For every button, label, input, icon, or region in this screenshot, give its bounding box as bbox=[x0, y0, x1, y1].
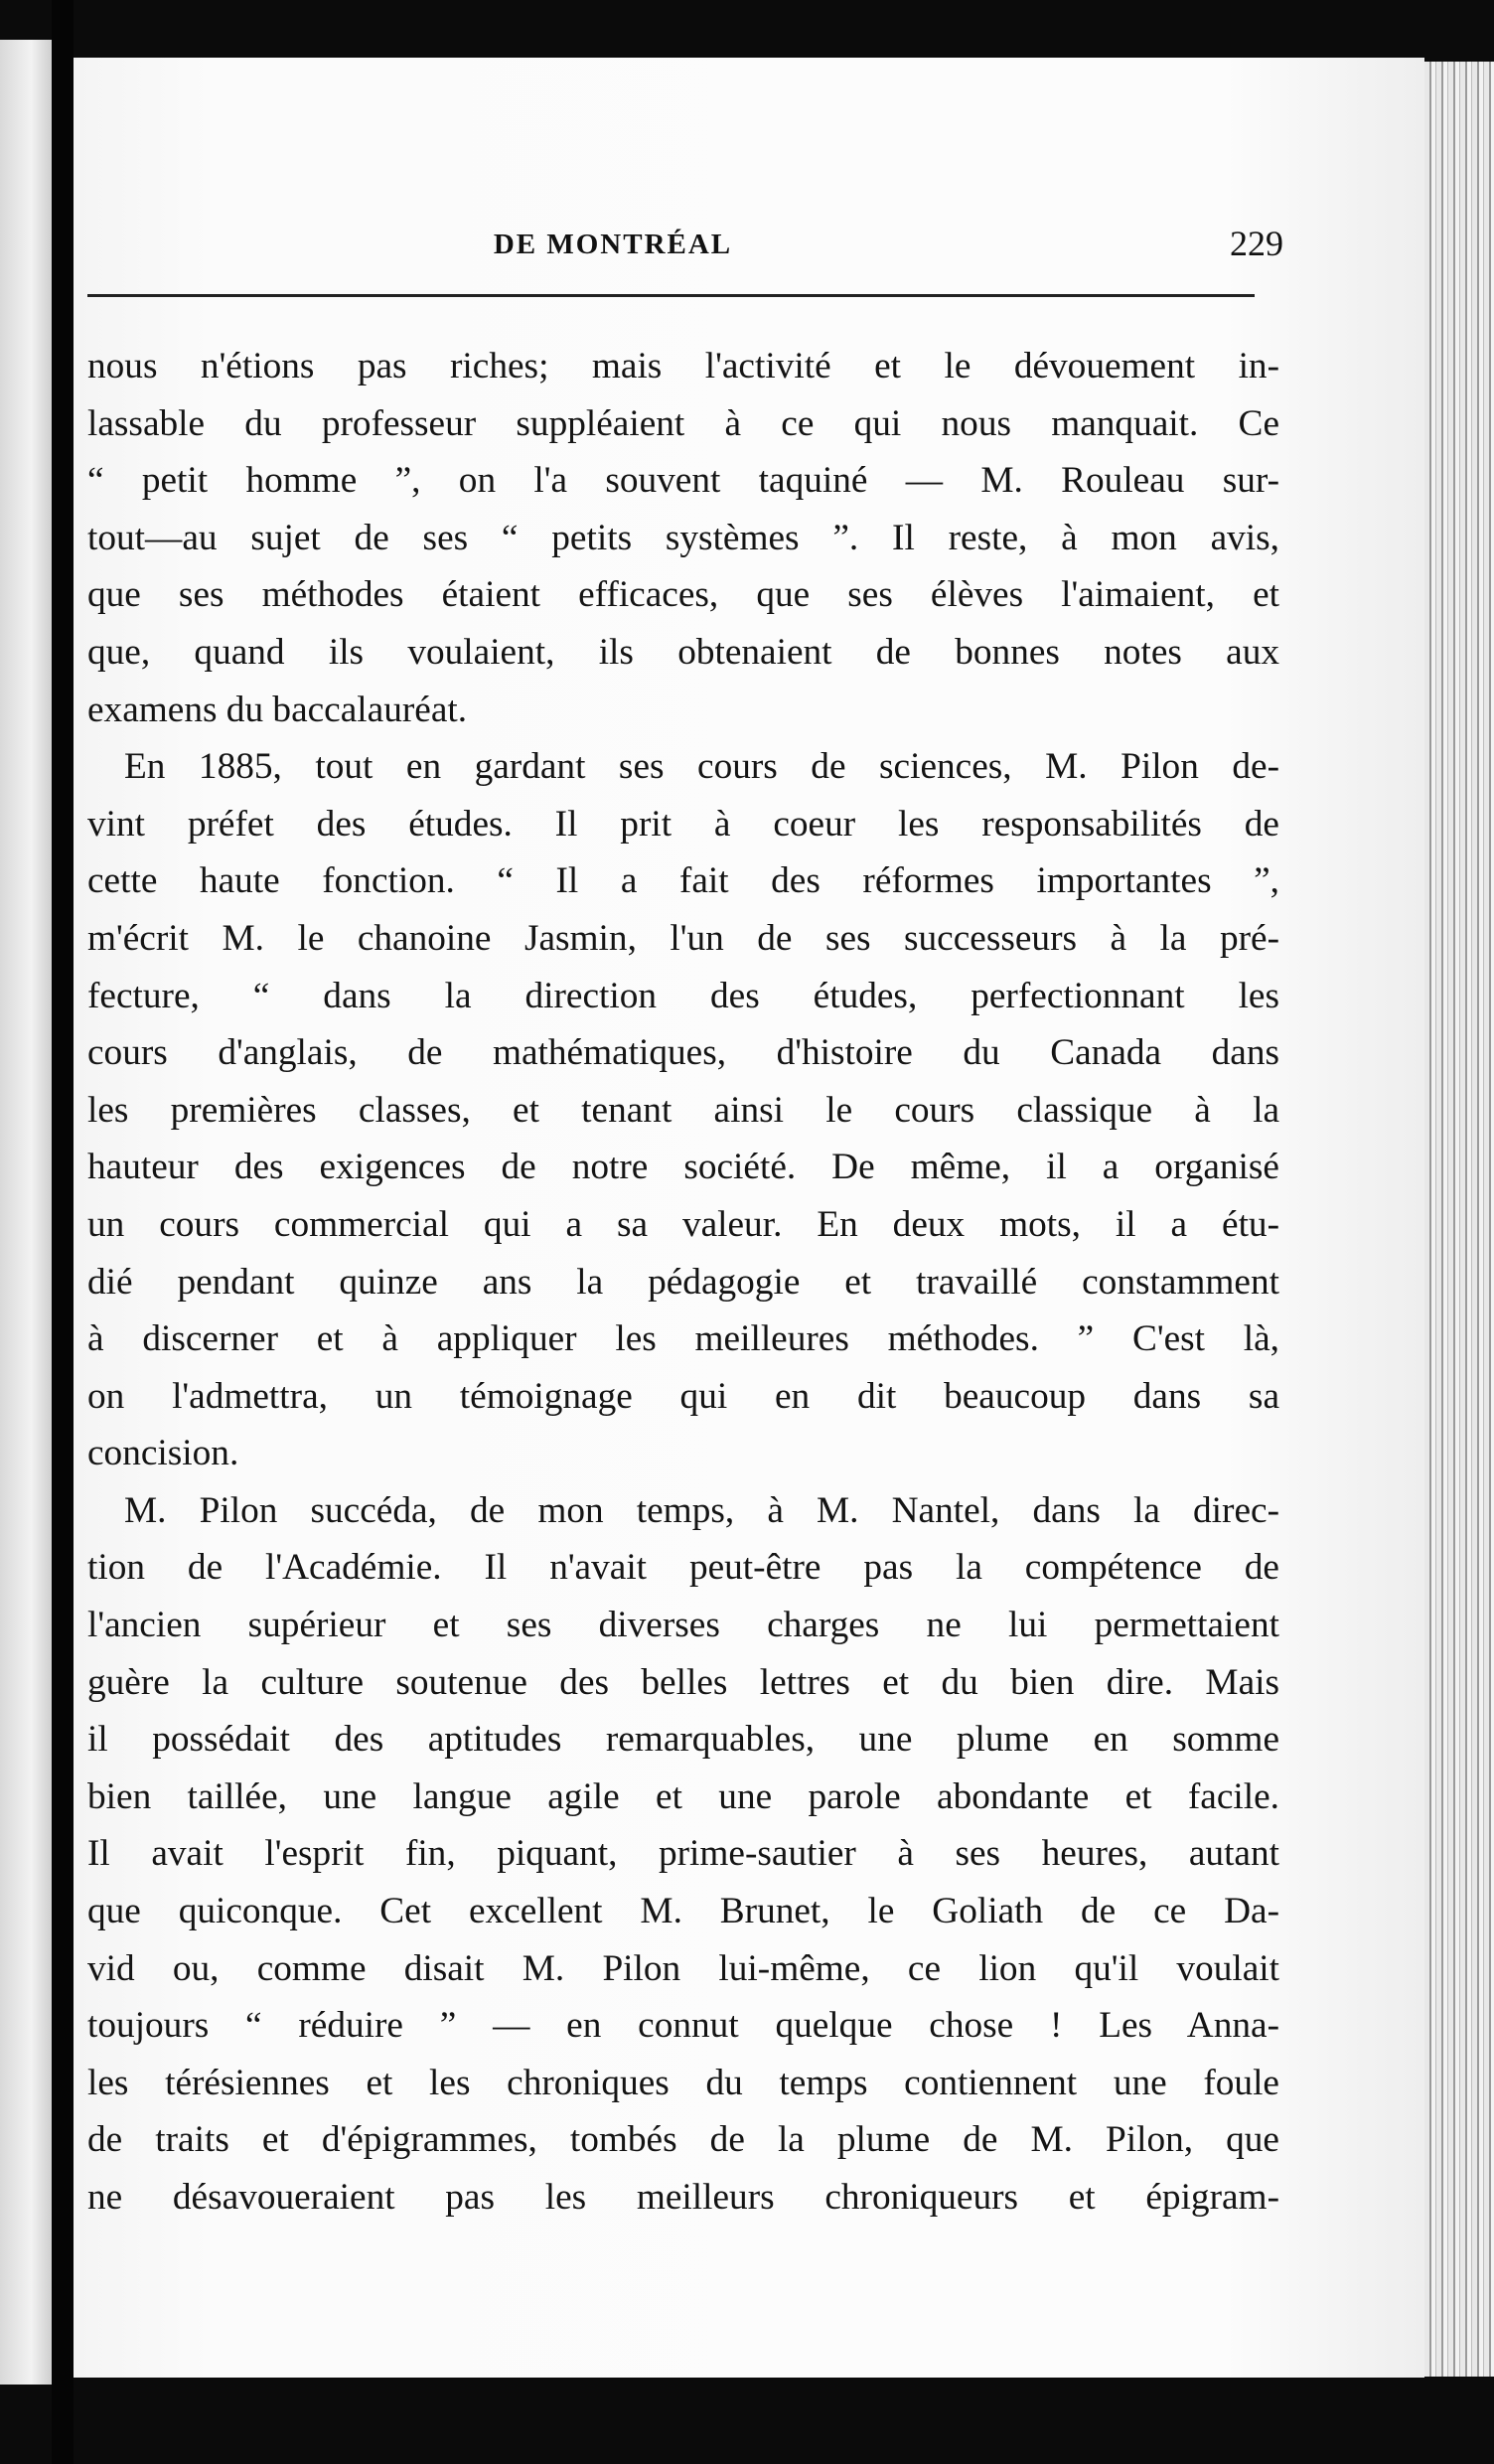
body-text bbox=[87, 338, 1279, 2227]
text-line: “ petit homme ”, on l'a souvent taquiné — M. Rouleau sur- bbox=[87, 460, 1279, 502]
text-line: dié pendant quinze ans la pédagogie et travaillé constamment bbox=[87, 1261, 1279, 1303]
page-number: 229 bbox=[1230, 224, 1283, 263]
text-line: M. Pilon succéda, de mon temps, à M. Nantel, dans la direc- bbox=[124, 1489, 1279, 1531]
book-gutter bbox=[52, 0, 74, 2464]
text-line: on l'admettra, un témoignage qui en dit beaucoup dans sa bbox=[87, 1375, 1279, 1417]
text-line: tout—au sujet de ses “ petits systèmes ”. Il reste, à mon avis, bbox=[87, 517, 1279, 558]
text-line: ne désavoueraient pas les meilleurs chroniqueurs et épigram- bbox=[87, 2177, 1279, 2218]
text-line: de traits et d'épigrammes, tombés de la plume de M. Pilon, que bbox=[87, 2119, 1279, 2161]
text-line: l'ancien supérieur et ses diverses charges ne lui permettaient bbox=[87, 1605, 1279, 1646]
text-line: nous n'étions pas riches; mais l'activité et le dévouement in- bbox=[87, 346, 1279, 386]
text-line: vid ou, comme disait M. Pilon lui-même, ce lion qu'il voulait bbox=[87, 1947, 1279, 1989]
paragraph bbox=[87, 738, 1279, 1482]
page-header bbox=[91, 165, 1283, 263]
text-line: cette haute fonction. “ Il a fait des réformes importantes ”, bbox=[87, 860, 1279, 902]
text-line: à discerner et à appliquer les meilleures méthodes. ” C'est là, bbox=[87, 1318, 1279, 1360]
header-rule bbox=[87, 294, 1255, 297]
text-line: concision. bbox=[87, 1433, 239, 1474]
text-line: lassable du professeur suppléaient à ce qui nous manquait. Ce bbox=[87, 402, 1279, 444]
text-line: cours d'anglais, de mathématiques, d'histoire du Canada dans bbox=[87, 1032, 1279, 1074]
text-line: les térésiennes et les chroniques du temps contiennent une foule bbox=[87, 2062, 1279, 2103]
text-line: les premières classes, et tenant ainsi le cours classique à la bbox=[87, 1089, 1279, 1131]
text-line: tion de l'Académie. Il n'avait peut-être pas la compétence de bbox=[87, 1547, 1279, 1589]
text-line: que quiconque. Cet excellent M. Brunet, le Goliath de ce Da- bbox=[87, 1891, 1279, 1932]
text-line: En 1885, tout en gardant ses cours de sciences, M. Pilon de- bbox=[124, 746, 1279, 788]
text-line: examens du baccalauréat. bbox=[87, 689, 468, 730]
text-line: hauteur des exigences de notre société. De même, il a organisé bbox=[87, 1147, 1279, 1188]
text-line: bien taillée, une langue agile et une parole abondante et facile. bbox=[87, 1775, 1279, 1817]
text-line: Il avait l'esprit fin, piquant, prime-sautier à ses heures, autant bbox=[87, 1833, 1279, 1875]
text-line: guère la culture soutenue des belles lettres et du bien dire. Mais bbox=[87, 1661, 1279, 1703]
text-line: vint préfet des études. Il prit à coeur les responsabilités de bbox=[87, 803, 1279, 845]
text-line: que, quand ils voulaient, ils obtenaient de bonnes notes aux bbox=[87, 631, 1279, 673]
facing-page-edge bbox=[0, 40, 52, 2385]
text-line: que ses méthodes étaient efficaces, que ses élèves l'aimaient, et bbox=[87, 574, 1279, 616]
paragraph bbox=[87, 338, 1279, 738]
page-stack-edges bbox=[1424, 62, 1494, 2377]
running-head: DE MONTRÉAL bbox=[493, 229, 733, 260]
text-line: un cours commercial qui a sa valeur. En deux mots, il a étu- bbox=[87, 1203, 1279, 1245]
text-line: il possédait des aptitudes remarquables, une plume en somme bbox=[87, 1719, 1279, 1761]
text-line: m'écrit M. le chanoine Jasmin, l'un de ses successeurs à la pré- bbox=[87, 917, 1279, 959]
text-line: toujours “ réduire ” — en connut quelque chose ! Les Anna- bbox=[87, 2005, 1279, 2047]
paragraph bbox=[87, 1482, 1279, 2227]
text-line: fecture, “ dans la direction des études, perfectionnant les bbox=[87, 975, 1279, 1016]
